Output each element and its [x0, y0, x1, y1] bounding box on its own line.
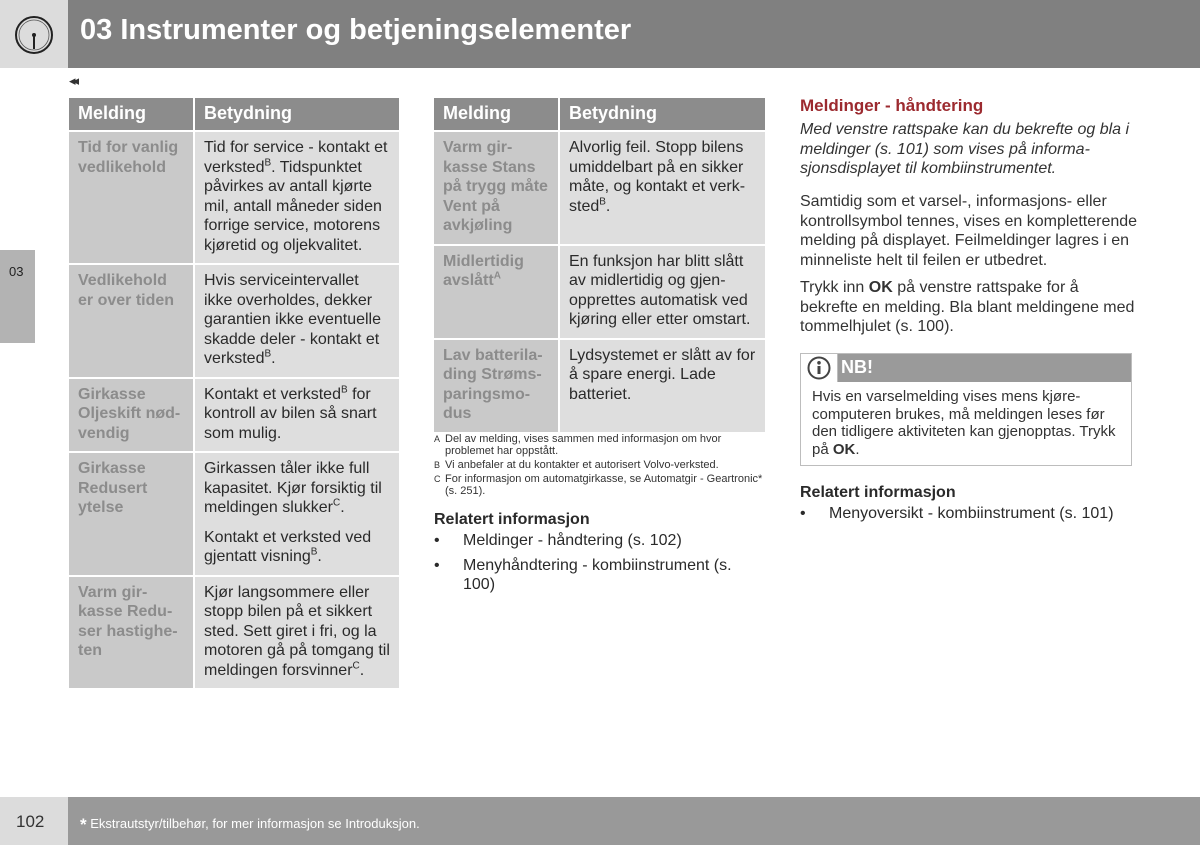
table-row: [69, 576, 399, 689]
footer-note: * Ekstrautstyr/tilbehør, for mer informasjon se Introduksjon.: [80, 815, 420, 834]
message-meaning: Tid for service - kontakt et verksted$^B$. Tidspunktet påvirkes av antall kjørte mil, antall måneder siden forrige service, motorens kjøretid og oljekvalitet.: [194, 131, 399, 264]
message-name: Lav batterilading Strømsparingsmodus: [434, 339, 559, 432]
page-header: [0, 0, 1200, 68]
column-header-betydning: Betydning: [559, 98, 765, 131]
message-name: Vedlikehold er over tiden: [69, 264, 194, 378]
note-box-header: [801, 354, 1131, 382]
paragraph: Samtidig som et varsel-, informasjons- eller kontrollsymbol tennes, vises en kompletterende melding på displayet. Feilmeldinger lagres i en minneliste helt til feilen er utbedret.: [800, 193, 1138, 269]
chapter-side-tab[interactable]: [0, 250, 35, 343]
footnote: C For informasjon om automatgirkasse, se Automatgir - Geartronic* (s. 251).: [434, 473, 763, 497]
related-link[interactable]: • Menyhåndtering - kombiinstrument (s. 100): [434, 556, 754, 594]
section-intro: Med venstre rattspake kan du bekrefte og bla i meldinger (s. 101) som vises på informasjonsdisplayet til kombiinstrumentet.: [800, 121, 1130, 177]
section-title: Meldinger - håndtering: [800, 96, 984, 115]
footnote: A Del av melding, vises sammen med informasjon om hvor problemet har oppstått.: [434, 433, 722, 457]
message-name: Midlertidig avslått$^A$: [434, 245, 559, 339]
message-meaning: Lydsystemet er slått av for å spare energi. Lade batteriet.: [559, 339, 765, 432]
related-info-list: [434, 531, 754, 600]
message-name: Varm girkasse Stans på trygg måte Vent på avkjøling: [434, 131, 559, 245]
table-row: [69, 452, 399, 576]
note-box: [800, 353, 1132, 466]
related-link[interactable]: • Menyoversikt - kombiinstrument (s. 101): [800, 504, 1140, 523]
message-name: Varm girkasse Reduser hastigheten: [69, 576, 194, 689]
message-name: Tid for vanlig vedlikehold: [69, 131, 194, 264]
column-header-melding: Melding: [69, 98, 194, 131]
column-header-betydning: Betydning: [194, 98, 399, 131]
related-info-title: Relatert informasjon: [434, 511, 590, 528]
message-meaning: Kjør langsommere eller stopp bilen på et sikkert sted. Sett giret i fri, og la motoren gå på tomgang til meldingen forsvinner$^C$.: [194, 576, 399, 689]
message-table-left: [69, 98, 399, 688]
page-footer: [0, 797, 1200, 845]
message-meaning: Alvorlig feil. Stopp bilens umiddelbart på en sikker måte, og kontakt et verksted$^B$.: [559, 131, 765, 245]
footnotes: [434, 433, 764, 499]
note-label: NB!: [841, 357, 873, 377]
related-link[interactable]: • Meldinger - håndtering (s. 102): [434, 531, 754, 550]
speedometer-icon: [13, 14, 55, 56]
table-row: [69, 378, 399, 453]
message-meaning: Kontakt et verksted$^B$ for kontroll av bilen så snart som mulig.: [194, 378, 399, 453]
related-info-list: [800, 504, 1140, 529]
chapter-icon-box: [0, 0, 68, 68]
related-info-title: Relatert informasjon: [800, 484, 956, 501]
note-text: Hvis en varselmelding vises mens kjørecomputeren brukes, må meldingen leses før den tidligere aktiviteten kan gjenopptas. Trykk på OK.: [812, 388, 1116, 458]
message-table-middle: [434, 98, 765, 432]
chapter-title: 03 Instrumenter og betjeningselementer: [80, 14, 632, 46]
page-number: 102: [16, 812, 45, 831]
page-number-box: [0, 797, 68, 845]
chapter-side-tab-label: 03: [9, 264, 24, 279]
info-icon: [807, 356, 831, 380]
message-meaning: En funksjon har blitt slått av midlertidig og gjenopprettes automatisk ved kjøring eller etter omstart.: [559, 245, 765, 339]
message-name: Girkasse Redusert ytelse: [69, 452, 194, 576]
table-row: [434, 131, 765, 245]
message-name: Girkasse Oljeskift nødvendig: [69, 378, 194, 453]
column-header-melding: Melding: [434, 98, 559, 131]
paragraph: Trykk inn OK på venstre rattspake for å bekrefte en melding. Bla blant meldingene med tommelhjulet (s. 100).: [800, 279, 1135, 335]
message-meaning: Hvis serviceintervallet ikke overholdes, dekker garantien ikke eventuelle skadde deler - kontakt et verksted$^B$.: [194, 264, 399, 378]
back-arrows-icon[interactable]: ◂◂: [69, 73, 77, 88]
table-row: [69, 264, 399, 378]
table-row: [434, 339, 765, 432]
table-row: [69, 131, 399, 264]
footnote: B Vi anbefaler at du kontakter et autorisert Volvo-verksted.: [434, 459, 719, 471]
table-row: [434, 245, 765, 339]
message-meaning: Girkassen tåler ikke full kapasitet. Kjør forsiktig til meldingen slukker$^C$. Kontakt et verksted ved gjentatt visning$^B$.: [194, 452, 399, 576]
